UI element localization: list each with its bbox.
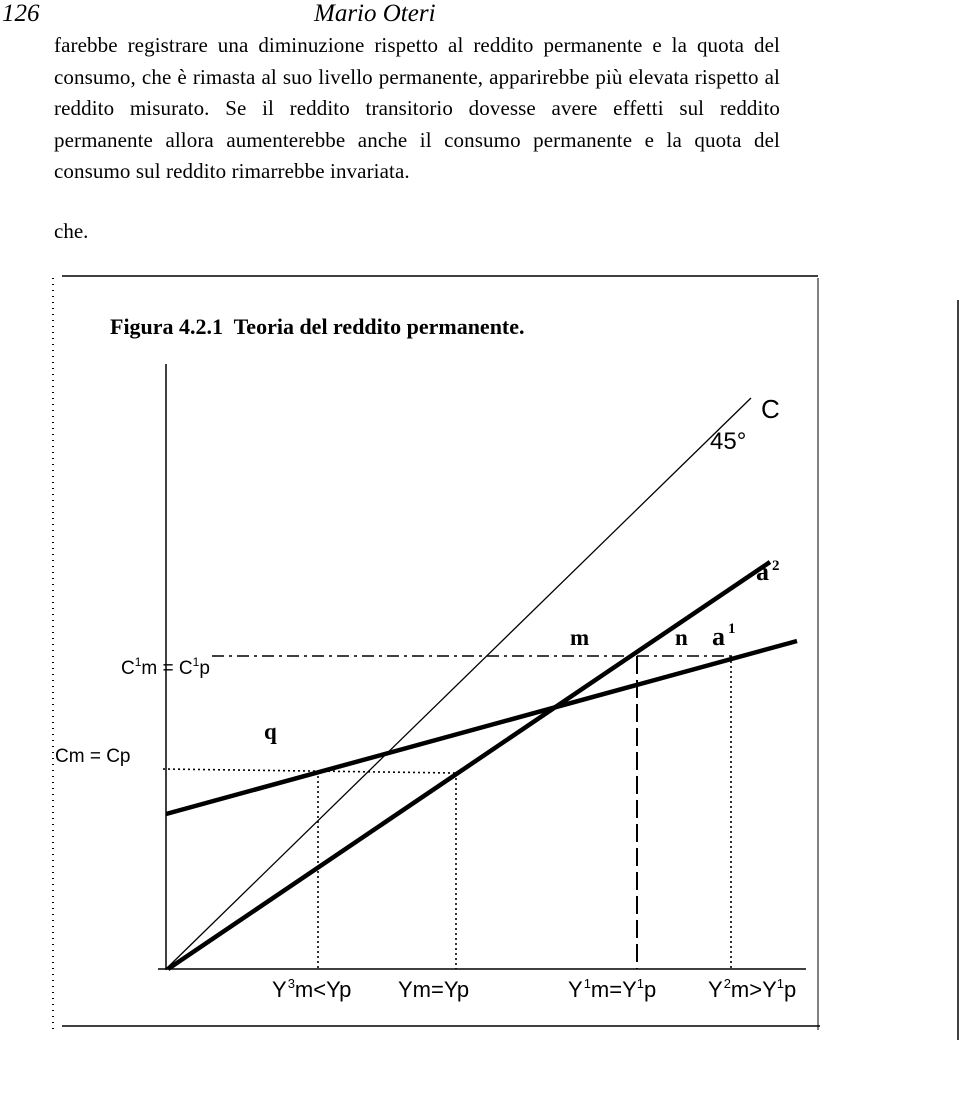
label-c1m-c1p bbox=[121, 655, 210, 679]
x3-base: Y bbox=[568, 977, 583, 1002]
x4-end: p bbox=[784, 977, 797, 1002]
x1-base: Y bbox=[272, 977, 287, 1002]
page-number: 126 bbox=[2, 0, 40, 27]
label-a1-base: a bbox=[712, 622, 725, 651]
figure-caption: Figura 4.2.1 Teoria del reddito permanente. bbox=[110, 314, 525, 339]
label-a2 bbox=[756, 557, 780, 586]
label-a1-superscript: 1 bbox=[728, 621, 736, 637]
label-c-axis: C bbox=[761, 394, 780, 424]
c1-c: C bbox=[121, 658, 135, 679]
label-a2-superscript: 2 bbox=[772, 558, 780, 574]
line-a2 bbox=[168, 562, 770, 969]
x3-superscript-2: 1 bbox=[636, 976, 645, 991]
x4-base: Y bbox=[708, 977, 723, 1002]
line-a1 bbox=[166, 641, 797, 814]
x4-superscript-1: 2 bbox=[723, 976, 731, 991]
running-head-author: Mario Oteri bbox=[314, 0, 436, 27]
body-paragraph: farebbe registrare una diminuzione rispetto al reddito permanente e la quota del consumo, che è rimasta al suo livello permanente, apparirebbe più elevata rispetto al reddito misurato. Se il reddito transitorio dovesse avere effetti sul reddito permanente allora aumenterebbe anche il consumo permanente e la quota del consumo sul reddito rimarrebbe invariata. bbox=[54, 33, 780, 184]
x1-rest: m<Yp bbox=[294, 977, 352, 1002]
x3-superscript-1: 1 bbox=[583, 976, 591, 991]
x-label-y2m-gt-y1p bbox=[708, 976, 796, 1002]
closing-line: che. bbox=[54, 219, 89, 243]
x4-superscript-2: 1 bbox=[776, 976, 785, 991]
label-n: n bbox=[675, 625, 688, 650]
label-a1 bbox=[712, 621, 736, 651]
c1-end: p bbox=[199, 658, 210, 679]
x-label-ym-eq-yp: Ym=Yp bbox=[398, 977, 470, 1002]
x-label-y3m-lt-yp bbox=[272, 976, 351, 1002]
label-m: m bbox=[570, 625, 590, 650]
x3-middle: m=Y bbox=[590, 977, 637, 1002]
c1-middle: m = C bbox=[141, 658, 193, 679]
x4-middle: m>Y bbox=[730, 977, 777, 1002]
guide-cm-horizontal bbox=[163, 769, 455, 773]
label-cm-cp: Cm = Cp bbox=[55, 746, 131, 767]
c1-superscript-1: 1 bbox=[134, 655, 142, 669]
label-45-degrees: 45° bbox=[710, 428, 747, 455]
x1-superscript: 3 bbox=[287, 976, 295, 991]
label-q: q bbox=[264, 719, 277, 744]
label-a2-base: a bbox=[756, 557, 769, 586]
c1-superscript-2: 1 bbox=[192, 655, 200, 669]
x-label-y1m-eq-y1p bbox=[568, 976, 656, 1002]
x3-end: p bbox=[644, 977, 657, 1002]
forty-five-degree-line bbox=[166, 398, 751, 969]
